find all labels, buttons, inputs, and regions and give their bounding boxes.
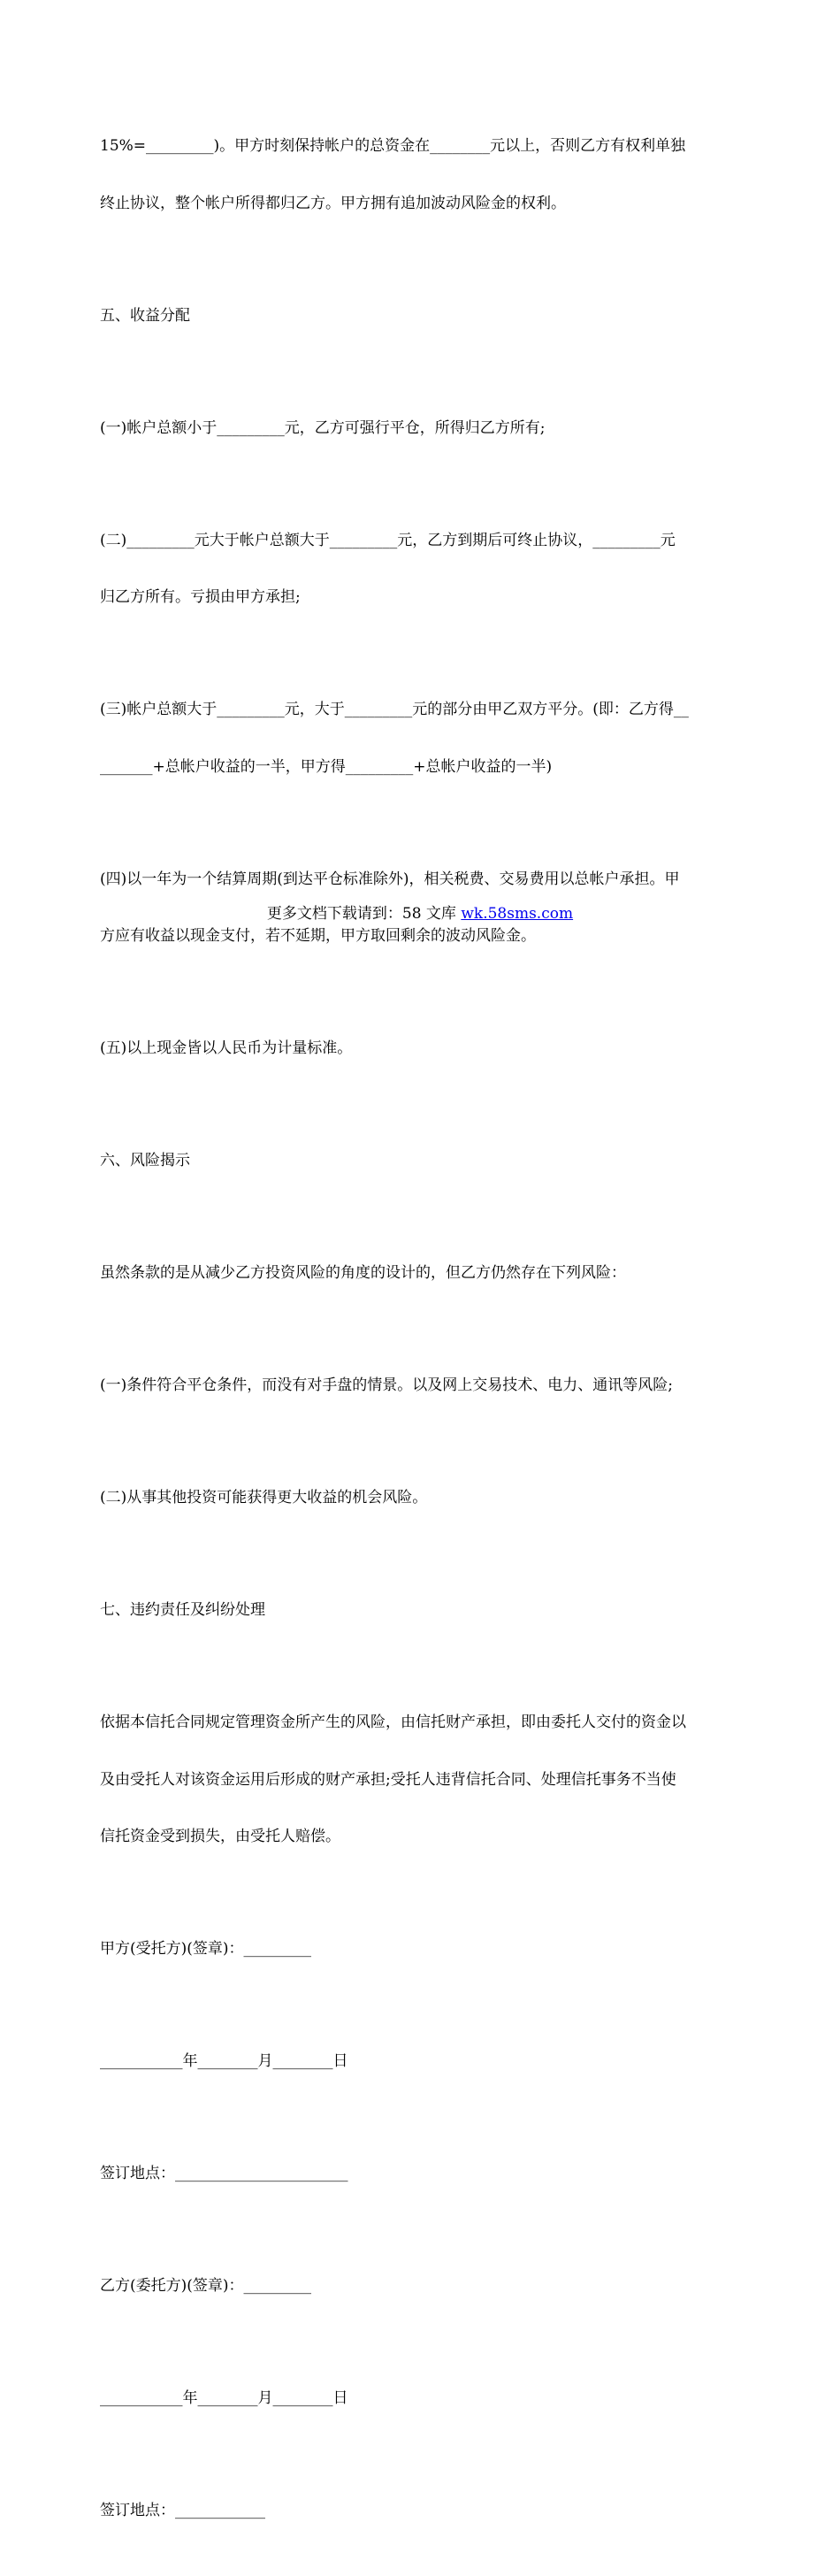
text-line: 签订地点：_______________________	[100, 2165, 348, 2182]
text-line: ___________年________月________日	[100, 2389, 348, 2407]
text-line: 终止协议，整个帐户所得都归乙方。甲方拥有追加波动风险金的权利。	[100, 194, 566, 212]
footer-link[interactable]: wk.58sms.com	[461, 905, 574, 923]
footer-text: 更多文档下载请到：58 文库	[266, 905, 462, 923]
paragraph	[100, 1226, 745, 1322]
text-line: 六、风险揭示	[100, 1152, 190, 1169]
place-line-party-a	[100, 2127, 745, 2222]
text-line: 乙方(委托方)(签章)：_________	[100, 2277, 312, 2295]
section-heading-liability	[100, 1563, 745, 1659]
text-line: 方应有收益以现金支付，若不延期，甲方取回剩余的波动风险金。	[100, 927, 536, 945]
text-line: (一)帐户总额小于_________元，乙方可强行平仓，所得归乙方所有;	[100, 418, 546, 437]
text-line: 七、违约责任及纠纷处理	[100, 1601, 265, 1619]
date-line-party-b	[100, 2351, 745, 2447]
footer	[0, 904, 840, 924]
document-body	[100, 99, 745, 2576]
text-line: ___________年________月________日	[100, 2052, 348, 2070]
text-line: 甲方(受托方)(签章)：_________	[100, 1940, 312, 1958]
paragraph	[100, 1675, 745, 1885]
paragraph	[100, 1338, 745, 1434]
paragraph	[100, 99, 745, 251]
text-line: 信托资金受到损失，由受托人赔偿。	[100, 1828, 340, 1845]
text-line: 五、收益分配	[100, 306, 190, 325]
text-line: 签订地点：____________	[100, 2502, 265, 2519]
place-line-party-b	[100, 2464, 745, 2559]
text-line: 及由受托人对该资金运用后形成的财产承担;受托人违背信托合同、处理信托事务不当使	[100, 1770, 676, 1789]
text-line: (五)以上现金皆以人民币为计量标准。	[100, 1039, 353, 1057]
text-line: 15%=_________)。甲方时刻保持帐户的总资金在________元以上，否则乙方有权利单独	[100, 137, 686, 155]
text-line: 虽然条款的是从减少乙方投资风险的角度的设计的，但乙方仍然存在下列风险：	[100, 1264, 626, 1282]
signature-party-a	[100, 1902, 745, 1997]
paragraph	[100, 1001, 745, 1097]
date-line-party-a	[100, 2014, 745, 2110]
text-line: (二)_________元大于帐户总额大于_________元，乙方到期后可终止协议，_________元	[100, 531, 676, 549]
text-line: (二)从事其他投资可能获得更大收益的机会风险。	[100, 1489, 428, 1506]
section-heading-income	[100, 269, 745, 364]
text-line: 依据本信托合同规定管理资金所产生的风险，由信托财产承担，即由委托人交付的资金以	[100, 1714, 686, 1731]
text-line: (一)条件符合平仓条件，而没有对手盘的情景。以及网上交易技术、电力、通讯等风险;	[100, 1376, 673, 1394]
paragraph	[100, 1451, 745, 1546]
text-line: (三)帐户总额大于_________元，大于_________元的部分由甲乙双方平分。(即：乙方得__	[100, 701, 689, 718]
paragraph	[100, 494, 745, 646]
paragraph	[100, 381, 745, 477]
text-line: _______+总帐户收益的一半，甲方得_________+总帐户收益的一半)	[100, 757, 553, 776]
text-line: (四)以一年为一个结算周期(到达平仓标准除外)，相关税费、交易费用以总帐户承担。甲	[100, 870, 680, 888]
section-heading-risk	[100, 1114, 745, 1209]
paragraph	[100, 663, 745, 815]
text-line: 归乙方所有。亏损由甲方承担;	[100, 588, 301, 606]
signature-party-b	[100, 2239, 745, 2334]
